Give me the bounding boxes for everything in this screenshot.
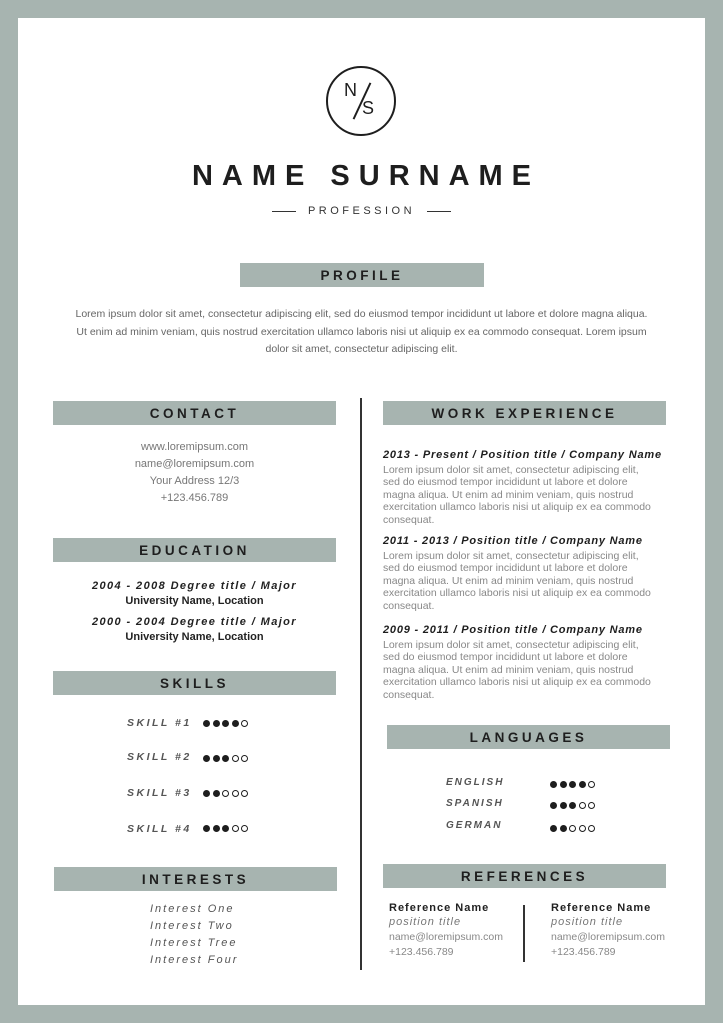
language-rating [550, 802, 595, 809]
language-label: GERMAN [446, 820, 503, 831]
reference-name: Reference Name [389, 902, 490, 914]
rating-dot-empty [241, 720, 248, 727]
rating-dot-filled [213, 720, 220, 727]
monogram-first-letter: N [344, 80, 357, 100]
job-line: sed do eiusmod tempor incididunt ut labore et dolore [383, 651, 628, 664]
divider-right [427, 211, 451, 212]
degree-title: 2004 - 2008 Degree title / Major [92, 580, 297, 592]
rating-dot-filled [213, 825, 220, 832]
rating-dot-filled [579, 781, 586, 788]
job-line: magna aliqua. Ut enim ad minim veniam, quis nostrud [383, 663, 634, 676]
rating-dot-empty [569, 825, 576, 832]
job-line: Lorem ipsum dolor sit amet, consectetur adipiscing elit, [383, 550, 639, 562]
job-line: sed do eiusmod tempor incididunt ut labore et dolore [383, 562, 628, 575]
job-line: magna aliqua. Ut enim ad minim veniam, quis nostrud [383, 488, 634, 501]
university: University Name, Location [125, 595, 264, 607]
interest-item: Interest Four [150, 954, 239, 966]
skills-heading: SKILLS [53, 671, 336, 695]
job-line: exercitation ullamco laboris nisi ut aliquip ex ea commodo [383, 501, 651, 514]
rating-dot-empty [241, 825, 248, 832]
monogram-second-letter: S [362, 98, 375, 118]
rating-dot-filled [560, 825, 567, 832]
rating-dot-empty [579, 802, 586, 809]
profile-heading: PROFILE [240, 263, 484, 287]
contact-address: Your Address 12/3 [149, 475, 240, 487]
skill-rating [203, 790, 248, 797]
references-heading: REFERENCES [383, 864, 666, 888]
job-line: magna aliqua. Ut enim ad minim veniam, quis nostrud [383, 574, 634, 587]
skill-rating [203, 825, 248, 832]
job-description [383, 639, 666, 701]
rating-dot-filled [560, 781, 567, 788]
job-line: exercitation ullamco laboris nisi ut aliquip ex ea commodo [383, 676, 651, 689]
rating-dot-empty [588, 802, 595, 809]
contact-website[interactable]: www.loremipsum.com [141, 441, 248, 453]
rating-dot-filled [550, 825, 557, 832]
rating-dot-filled [213, 790, 220, 797]
skill-label: SKILL #2 [127, 751, 192, 763]
reference-phone: +123.456.789 [551, 946, 616, 958]
job-title: 2013 - Present / Position title / Company Name [383, 449, 662, 461]
rating-dot-filled [232, 720, 239, 727]
university: University Name, Location [125, 631, 264, 643]
rating-dot-empty [588, 781, 595, 788]
job-line: Lorem ipsum dolor sit amet, consectetur adipiscing elit, [383, 464, 639, 476]
full-name: NAME SURNAME [191, 160, 541, 192]
job-line: consequat. [383, 599, 435, 612]
rating-dot-filled [222, 755, 229, 762]
rating-dot-empty [232, 790, 239, 797]
job-line: sed do eiusmod tempor incididunt ut labore et dolore [383, 476, 628, 489]
reference-position: position title [389, 916, 462, 928]
rating-dot-filled [569, 781, 576, 788]
rating-dot-filled [203, 790, 210, 797]
reference-phone: +123.456.789 [389, 946, 454, 958]
job-title: 2009 - 2011 / Position title / Company Name [383, 624, 643, 636]
profile-line: Ut enim ad minim veniam, quis nostrud exercitation ullamco laboris nisi ut aliquip ex ea commodo consequat. Lorem ipsum [76, 325, 647, 338]
language-rating [550, 825, 595, 832]
skill-label: SKILL #4 [127, 823, 192, 835]
profile-text [40, 306, 683, 359]
profile-line: Lorem ipsum dolor sit amet, consectetur adipiscing elit, sed do eiusmod tempor incididunt ut labore et dolore magna aliqua. [75, 308, 648, 320]
degree-title: 2000 - 2004 Degree title / Major [92, 616, 297, 628]
reference-email[interactable]: name@loremipsum.com [389, 931, 503, 943]
language-label: ENGLISH [446, 777, 505, 788]
interest-item: Interest Tree [150, 937, 238, 949]
contact-phone: +123.456.789 [160, 492, 229, 504]
skill-rating [203, 755, 248, 762]
rating-dot-filled [550, 781, 557, 788]
rating-dot-filled [213, 755, 220, 762]
rating-dot-empty [222, 790, 229, 797]
reference-divider [523, 905, 525, 962]
job-line: consequat. [383, 688, 435, 701]
job-title: 2011 - 2013 / Position title / Company Name [383, 535, 643, 547]
skill-label: SKILL #1 [127, 717, 192, 729]
job-line: exercitation ullamco laboris nisi ut aliquip ex ea commodo [383, 587, 651, 600]
interest-item: Interest Two [150, 920, 234, 932]
reference-position: position title [551, 916, 624, 928]
profession: PROFESSION [307, 205, 416, 217]
monogram-logo [326, 66, 396, 136]
rating-dot-filled [203, 720, 210, 727]
rating-dot-empty [588, 825, 595, 832]
rating-dot-filled [550, 802, 557, 809]
rating-dot-empty [241, 790, 248, 797]
interests-heading: INTERESTS [54, 867, 337, 891]
rating-dot-empty [232, 825, 239, 832]
rating-dot-empty [579, 825, 586, 832]
interest-item: Interest One [150, 903, 235, 915]
job-line: Lorem ipsum dolor sit amet, consectetur adipiscing elit, [383, 639, 639, 651]
reference-email[interactable]: name@loremipsum.com [551, 931, 665, 943]
language-label: SPANISH [446, 798, 504, 809]
column-divider [360, 398, 362, 970]
rating-dot-filled [203, 755, 210, 762]
work-experience-heading: WORK EXPERIENCE [383, 401, 666, 425]
rating-dot-filled [203, 825, 210, 832]
education-heading: EDUCATION [53, 538, 336, 562]
contact-heading: CONTACT [53, 401, 336, 425]
language-rating [550, 781, 595, 788]
rating-dot-empty [232, 755, 239, 762]
languages-heading: LANGUAGES [387, 725, 670, 749]
skill-rating [203, 720, 248, 727]
rating-dot-filled [560, 802, 567, 809]
skill-label: SKILL #3 [127, 787, 192, 799]
rating-dot-empty [241, 755, 248, 762]
job-description [383, 550, 666, 612]
job-line: consequat. [383, 513, 435, 526]
reference-name: Reference Name [551, 902, 652, 914]
rating-dot-filled [222, 720, 229, 727]
profile-line: dolor sit amet, consectetur adipiscing elit. [265, 343, 458, 355]
profession-row [0, 205, 723, 217]
rating-dot-filled [569, 802, 576, 809]
rating-dot-filled [222, 825, 229, 832]
contact-email[interactable]: name@loremipsum.com [134, 458, 255, 470]
divider-left [272, 211, 296, 212]
job-description [383, 464, 666, 526]
